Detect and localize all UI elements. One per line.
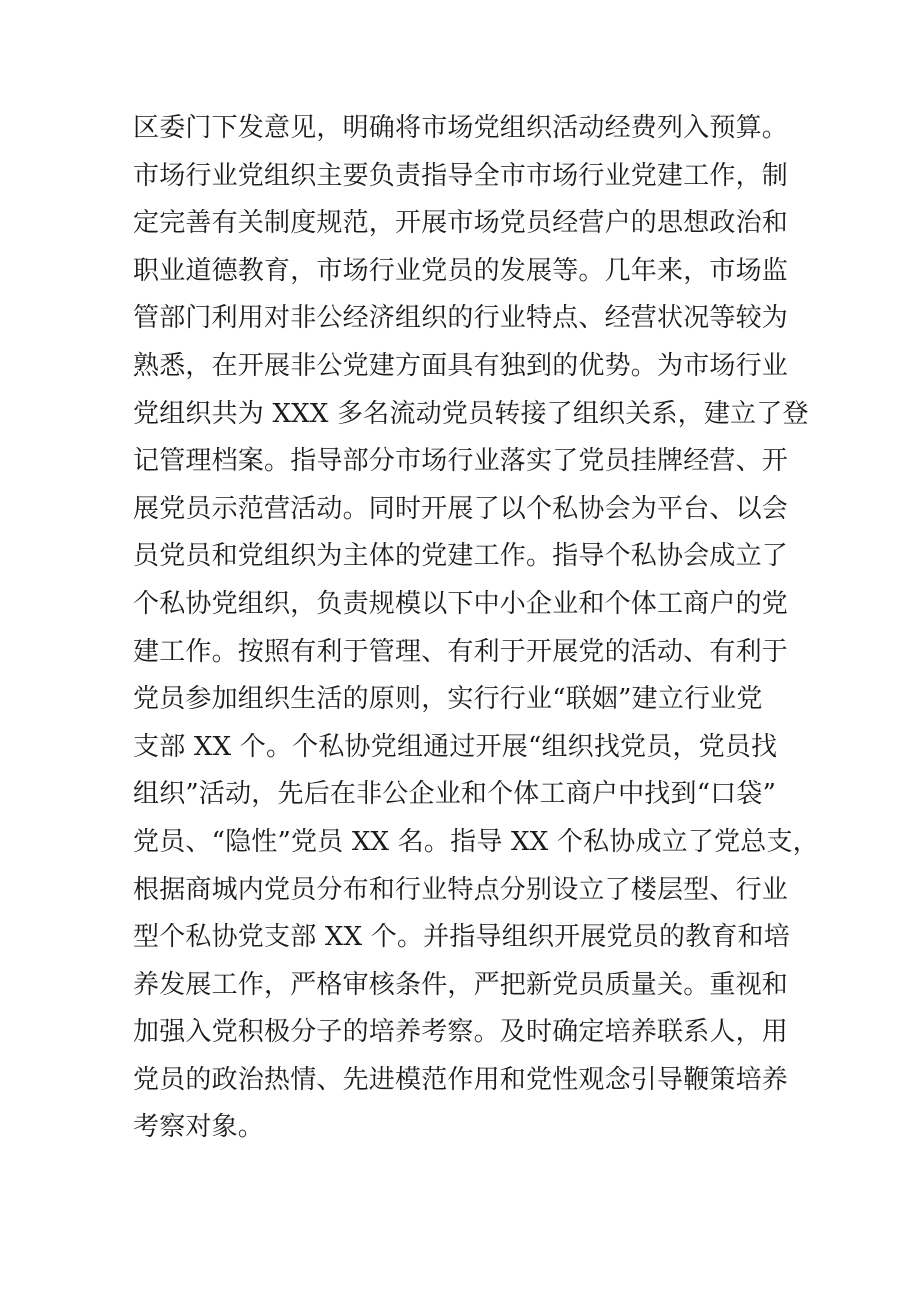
body-text [133,105,819,1152]
text-line-12: 建工作。按照有利于管理、有利于开展党的活动、有利于 [133,636,789,667]
text-line-21: 党员的政治热情、先进模范作用和党性观念引导鞭策培养 [133,1064,789,1095]
text-line-20: 加强入党积极分子的培养考察。及时确定培养联系人，用 [133,1017,789,1048]
text-line-17: 根据商城内党员分布和行业特点分别设立了楼层型、行业 [133,874,789,905]
text-line-5: 管部门利用对非公经济组织的行业特点、经营状况等较为 [133,303,789,334]
text-line-2: 市场行业党组织主要负责指导全市市场行业党建工作，制 [133,160,789,191]
text-line-14: 支部 XX 个。个私协党组通过开展“组织找党员，党员找 [133,731,778,762]
text-line-6: 熟悉，在开展非公党建方面具有独到的优势。为市场行业 [133,350,789,381]
text-line-7: 党组织共为 XXX 多名流动党员转接了组织关系，建立了登 [133,398,809,429]
text-line-19: 养发展工作，严格审核条件，严把新党员质量关。重视和 [133,969,789,1000]
text-line-18: 型个私协党支部 XX 个。并指导组织开展党员的教育和培 [133,922,790,953]
text-line-13: 党员参加组织生活的原则，实行行业“联姻”建立行业党 [133,684,763,715]
text-line-8: 记管理档案。指导部分市场行业落实了党员挂牌经营、开 [133,446,789,477]
text-line-9: 展党员示范营活动。同时开展了以个私协会为平台、以会 [133,493,789,524]
text-line-11: 个私协党组织，负责规模以下中小企业和个体工商户的党 [133,588,789,619]
text-line-3: 定完善有关制度规范，开展市场党员经营户的思想政治和 [133,208,789,239]
text-line-15: 组织”活动，先后在非公企业和个体工商户中找到“口袋” [133,779,777,810]
text-line-22: 考察对象。 [133,1112,265,1143]
text-line-10: 员党员和党组织为主体的党建工作。指导个私协会成立了 [133,541,789,572]
text-line-1: 区委门下发意见，明确将市场党组织活动经费列入预算。 [133,113,789,143]
text-line-4: 职业道德教育，市场行业党员的发展等。几年来，市场监 [133,255,789,286]
text-line-16: 党员、“隐性”党员 XX 名。指导 XX 个私协成立了党总支， [133,826,819,857]
